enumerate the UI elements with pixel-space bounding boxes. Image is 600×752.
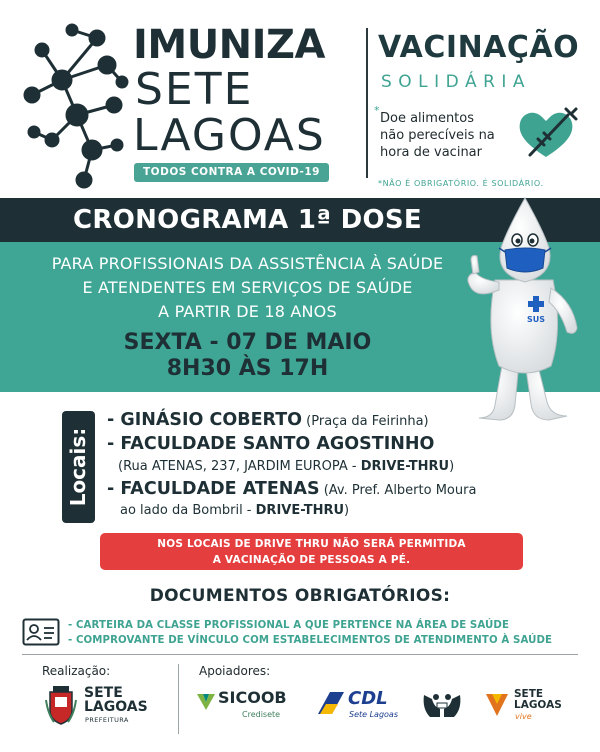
location-item (107, 479, 476, 499)
sicoob-logo-icon (195, 690, 217, 712)
documents-title: DOCUMENTOS OBRIGATÓRIOS: (149, 586, 451, 606)
cdl-sub: Sete Lagoas (349, 710, 399, 719)
location-name: - FACULDADE ATENAS (107, 479, 320, 499)
warning-line1: NOS LOCAIS DE DRIVE THRU NÃO SERÁ PERMITIDA (157, 538, 466, 550)
audience-line1: PARA PROFISSIONAIS DA ASSISTÊNCIA À SAÚDE (51, 254, 444, 273)
sete-lagoas-vive-icon (484, 690, 510, 718)
sete-lagoas-vive-logo (514, 689, 562, 711)
donation-text (380, 110, 520, 161)
campaign-title: IMUNIZA (133, 22, 325, 68)
drive-thru-warning (100, 533, 523, 570)
donation-disclaimer: *NÃO É OBRIGATÓRIO. É SOLIDÁRIO. (378, 179, 544, 188)
donation-line3: hora de vacinar (380, 145, 482, 160)
campaign-city-line2: LAGOAS (133, 110, 326, 161)
prefeitura-line2: LAGOAS (84, 699, 148, 715)
location-address (118, 459, 454, 474)
locations-label: Locais: (66, 427, 90, 507)
footer-vertical-divider (178, 664, 179, 734)
realization-label: Realização: (42, 664, 111, 678)
audience-text (0, 252, 495, 324)
schedule-datetime (0, 330, 495, 382)
location-address (120, 503, 349, 518)
donation-asterisk: * (374, 104, 380, 117)
document-item: - CARTEIRA DA CLASSE PROFISSIONAL A QUE PERTENCE NA ÁREA DE SAÚDE (68, 620, 510, 631)
audience-line2: E ATENDENTES EM SERVIÇOS DE SAÚDE (82, 278, 413, 297)
coat-of-arms-icon (44, 684, 78, 726)
heart-syringe-icon (516, 105, 580, 163)
location-address-end: ) (344, 503, 350, 518)
location-detail: (Av. Pref. Alberto Moura (319, 483, 477, 498)
location-detail: (Praça da Feirinha) (302, 414, 429, 429)
donation-line1: Doe alimentos (380, 111, 475, 126)
location-name: - GINÁSIO COBERTO (107, 410, 303, 430)
header-divider (366, 28, 368, 178)
document-item: - COMPROVANTE DE VÍNCULO COM ESTABELECIMENTOS DE ATENDIMENTO À SAÚDE (68, 635, 553, 646)
molecule-head-icon (22, 20, 132, 190)
warning-line2: A VACINAÇÃO DE PESSOAS A PÉ. (212, 554, 411, 566)
sl-line2: LAGOAS (514, 699, 562, 711)
cdl-logo-icon (316, 690, 346, 716)
prefeitura-sub: PREFEITURA (85, 716, 129, 724)
location-address-text: ao lado da Bombril - (120, 503, 256, 518)
campaign-city-line1: SETE (135, 64, 254, 115)
drive-thru-tag: DRIVE-THRU (360, 459, 450, 474)
covid-badge: TODOS CONTRA A COVID-19 (134, 163, 329, 182)
supporters-label: Apoiadores: (199, 664, 271, 678)
location-address-text: (Rua ATENAS, 237, JARDIM EUROPA - (118, 459, 361, 474)
mascot-sus-badge: SUS (526, 315, 546, 324)
audience-line3: A PARTIR DE 18 ANOS (158, 302, 337, 321)
solidarity-title: VACINAÇÃO (378, 30, 580, 65)
location-item (107, 434, 434, 454)
hands-logo-icon (420, 689, 464, 721)
footer-divider (22, 654, 578, 655)
drive-thru-tag: DRIVE-THRU (255, 503, 345, 518)
prefeitura-logo (84, 686, 148, 714)
schedule-hours: 8H30 ÀS 17H (166, 356, 329, 381)
sicoob-sub: Credisete (242, 710, 281, 719)
prefeitura-line1: SETE (84, 685, 123, 701)
solidarity-subtitle: SOLIDÁRIA (381, 72, 532, 92)
schedule-title: CRONOGRAMA 1ª DOSE (73, 205, 422, 235)
zegotinha-mascot (455, 190, 595, 425)
cdl-logo: CDL (348, 688, 388, 709)
id-card-icon (22, 618, 60, 646)
location-address-end: ) (449, 459, 455, 474)
sicoob-logo: SICOOB (218, 688, 287, 707)
donation-line2: não perecíveis na (380, 128, 495, 143)
sl-vive: vive (515, 712, 532, 721)
sl-line1: SETE (514, 688, 544, 700)
location-item (107, 410, 429, 430)
location-name: - FACULDADE SANTO AGOSTINHO (107, 434, 435, 454)
schedule-date: SEXTA - 07 DE MAIO (123, 330, 372, 355)
